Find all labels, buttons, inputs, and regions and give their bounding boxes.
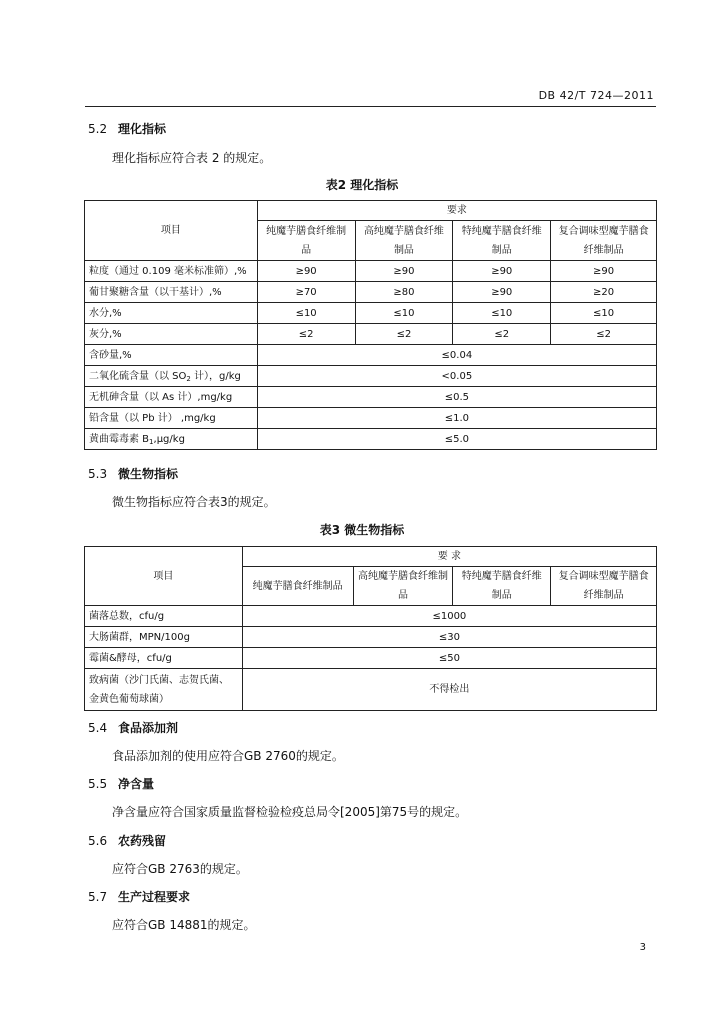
row-item: 大肠菌群，MPN/100g	[85, 627, 243, 648]
row-value: 不得检出	[242, 669, 656, 711]
section-5-4-heading	[88, 719, 178, 736]
table-row	[85, 648, 657, 669]
row-value: ≥20	[551, 282, 657, 303]
row-value: ≥80	[355, 282, 453, 303]
section-5-3-text: 微生物指标应符合表3的规定。	[112, 495, 276, 509]
row-item: 菌落总数，cfu/g	[85, 606, 243, 627]
row-value: ≤10	[355, 303, 453, 324]
table-row	[85, 261, 657, 282]
section-number: 5.3	[88, 467, 108, 481]
subscript: 2	[186, 374, 191, 383]
row-item: 含砂量,%	[85, 345, 258, 366]
section-5-5-text: 净含量应符合国家质量监督检验检疫总局令[2005]第75号的规定。	[112, 805, 468, 819]
row-value: ≤50	[242, 648, 656, 669]
row-value: ≥90	[453, 261, 551, 282]
section-title: 净含量	[118, 777, 155, 791]
row-value: ≥90	[453, 282, 551, 303]
section-5-2-heading	[88, 120, 166, 137]
section-number: 5.7	[88, 890, 108, 904]
row-value: <0.05	[257, 366, 656, 387]
row-item	[85, 669, 243, 711]
page-number: 3	[639, 942, 646, 953]
row-item: 铅含量（以 Pb 计） ,mg/kg	[85, 408, 258, 429]
table3-microbiological	[84, 546, 657, 711]
section-5-6-text: 应符合GB 2763的规定。	[112, 862, 248, 876]
row-item: 粒度（通过 0.109 毫米标准筛）,%	[85, 261, 258, 282]
document-code: DB 42/T 724—2011	[538, 89, 654, 102]
table-row	[85, 387, 657, 408]
table2-caption: 表2 理化指标	[325, 178, 399, 192]
table3-item-header: 项目	[85, 547, 243, 606]
section-title: 食品添加剂	[118, 721, 179, 735]
row-item-line: 金黄色葡萄球菌）	[89, 693, 169, 705]
row-item: 葡甘聚糖含量（以干基计）,%	[85, 282, 258, 303]
section-title: 理化指标	[118, 122, 167, 136]
section-number: 5.2	[88, 122, 108, 136]
row-value: ≤2	[355, 324, 453, 345]
row-item: 灰分,%	[85, 324, 258, 345]
section-5-5-heading	[88, 775, 154, 792]
row-value: ≥90	[551, 261, 657, 282]
row-value: ≤2	[257, 324, 355, 345]
table2-physicochemical	[84, 200, 657, 450]
section-number: 5.4	[88, 721, 108, 735]
row-item	[85, 366, 258, 387]
row-item: 水分,%	[85, 303, 258, 324]
table-row	[85, 324, 657, 345]
table-row	[85, 345, 657, 366]
table2-group-header: 要求	[257, 201, 656, 221]
table3-col-header: 纯魔芋膳食纤维制品	[242, 567, 353, 606]
table-row	[85, 303, 657, 324]
table2-col-header: 复合调味型魔芋膳食纤维制品	[551, 221, 657, 261]
table3-caption: 表3 微生物指标	[319, 523, 405, 537]
row-item-text: ,μg/kg	[153, 433, 185, 445]
row-value: ≤30	[242, 627, 656, 648]
row-value: ≤10	[257, 303, 355, 324]
table-row	[85, 366, 657, 387]
section-5-6-heading	[88, 832, 166, 849]
table2-col-header: 纯魔芋膳食纤维制品	[257, 221, 355, 261]
section-number: 5.6	[88, 834, 108, 848]
table-row	[85, 408, 657, 429]
row-item-text: 黄曲霉毒素 B	[89, 433, 150, 445]
header-rule	[85, 106, 656, 107]
section-title: 生产过程要求	[118, 890, 191, 904]
row-item: 无机砷含量（以 As 计）,mg/kg	[85, 387, 258, 408]
row-value: ≤1.0	[257, 408, 656, 429]
row-value: ≥90	[355, 261, 453, 282]
row-item-line: 致病菌（沙门氏菌、志贺氏菌、	[89, 674, 229, 686]
table-row	[85, 282, 657, 303]
row-item-text: 二氧化硫含量（以 SO	[89, 370, 187, 382]
row-value: ≤10	[551, 303, 657, 324]
table-row	[85, 606, 657, 627]
table3-group-header: 要 求	[242, 547, 656, 567]
row-value: ≤5.0	[257, 429, 656, 450]
table-row	[85, 669, 657, 711]
section-5-4-text: 食品添加剂的使用应符合GB 2760的规定。	[112, 749, 344, 763]
row-value: ≤10	[453, 303, 551, 324]
row-value: ≤0.5	[257, 387, 656, 408]
row-value: ≤0.04	[257, 345, 656, 366]
row-value: ≤2	[551, 324, 657, 345]
table2-col-header: 特纯魔芋膳食纤维制品	[453, 221, 551, 261]
row-item: 霉菌&酵母，cfu/g	[85, 648, 243, 669]
table2-item-header: 项目	[85, 201, 258, 261]
section-5-3-heading	[88, 465, 178, 482]
subscript: 1	[149, 437, 154, 446]
section-5-7-heading	[88, 888, 190, 905]
table3-col-header: 高纯魔芋膳食纤维制品	[353, 567, 453, 606]
row-value: ≤1000	[242, 606, 656, 627]
section-title: 农药残留	[118, 834, 167, 848]
table-row	[85, 627, 657, 648]
section-5-7-text: 应符合GB 14881的规定。	[112, 918, 256, 932]
table3-col-header: 复合调味型魔芋膳食纤维制品	[551, 567, 657, 606]
table-row	[85, 429, 657, 450]
row-item-text: 计），g/kg	[190, 370, 241, 382]
row-value: ≥90	[257, 261, 355, 282]
section-title: 微生物指标	[118, 467, 179, 481]
section-number: 5.5	[88, 777, 108, 791]
section-5-2-text: 理化指标应符合表 2 的规定。	[112, 151, 272, 165]
row-value: ≤2	[453, 324, 551, 345]
table2-col-header: 高纯魔芋膳食纤维制品	[355, 221, 453, 261]
row-value: ≥70	[257, 282, 355, 303]
row-item	[85, 429, 258, 450]
table3-col-header: 特纯魔芋膳食纤维制品	[453, 567, 551, 606]
